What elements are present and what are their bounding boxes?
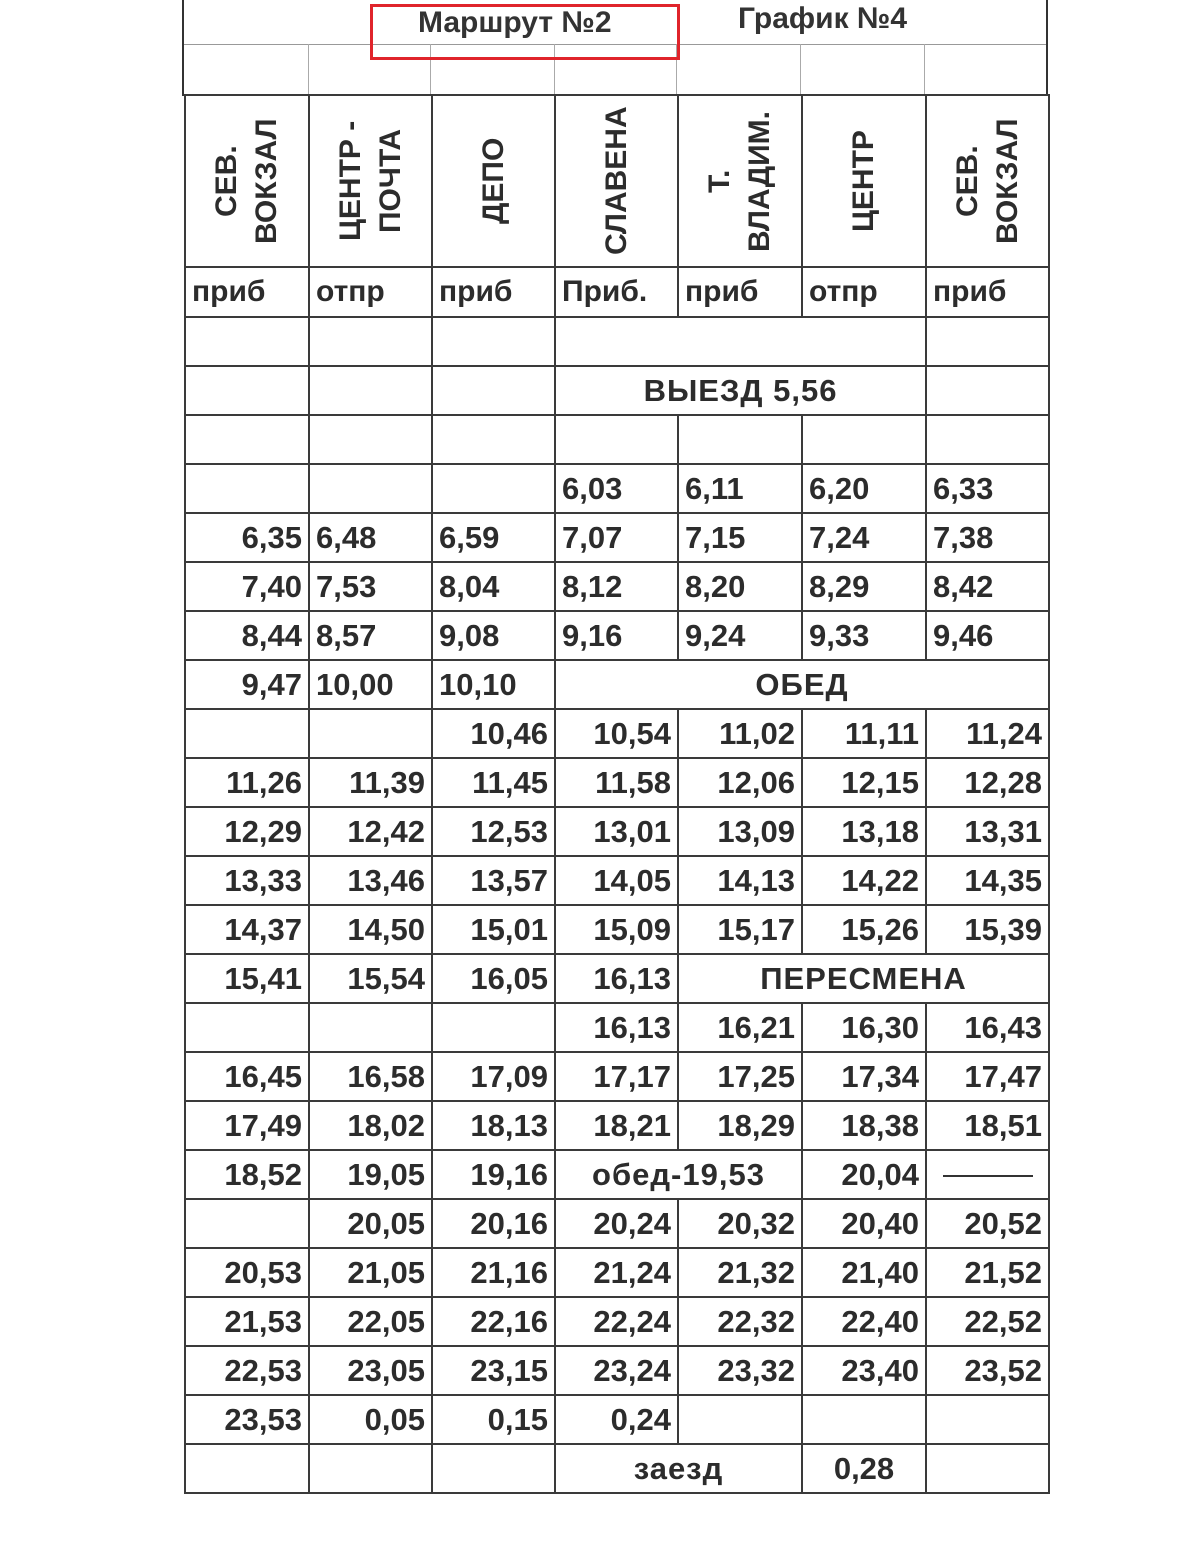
time-cell: 6,35 bbox=[185, 513, 309, 562]
time-cell: 13,31 bbox=[926, 807, 1049, 856]
time-cell: 22,52 bbox=[926, 1297, 1049, 1346]
kind-cell: приб bbox=[678, 267, 802, 317]
kind-cell: приб bbox=[926, 267, 1049, 317]
empty-cell bbox=[926, 1444, 1049, 1493]
time-cell: 6,03 bbox=[555, 464, 678, 513]
time-cell: 14,50 bbox=[309, 905, 432, 954]
time-cell: 7,15 bbox=[678, 513, 802, 562]
time-cell: 15,26 bbox=[802, 905, 926, 954]
empty-cell bbox=[309, 1444, 432, 1493]
kind-cell: отпр bbox=[309, 267, 432, 317]
time-cell: 13,57 bbox=[432, 856, 555, 905]
time-cell: 23,32 bbox=[678, 1346, 802, 1395]
time-cell: 20,32 bbox=[678, 1199, 802, 1248]
time-cell: 7,53 bbox=[309, 562, 432, 611]
time-cell: 8,57 bbox=[309, 611, 432, 660]
time-cell: 11,58 bbox=[555, 758, 678, 807]
table-row bbox=[185, 856, 1049, 905]
empty-cell bbox=[309, 464, 432, 513]
empty-cell bbox=[678, 1395, 802, 1444]
kind-cell: приб bbox=[432, 267, 555, 317]
time-cell: 21,05 bbox=[309, 1248, 432, 1297]
time-cell: 20,04 bbox=[802, 1150, 926, 1199]
empty-cell bbox=[185, 415, 309, 464]
time-cell: 21,53 bbox=[185, 1297, 309, 1346]
time-cell: 21,52 bbox=[926, 1248, 1049, 1297]
table-row bbox=[185, 317, 1049, 366]
time-cell: 6,11 bbox=[678, 464, 802, 513]
time-cell: 23,24 bbox=[555, 1346, 678, 1395]
schedule-title: График №4 bbox=[738, 2, 908, 35]
header-gridline bbox=[924, 44, 925, 96]
table-row bbox=[185, 562, 1049, 611]
return-time: 0,28 bbox=[802, 1444, 926, 1493]
time-cell: 14,05 bbox=[555, 856, 678, 905]
time-cell: 18,21 bbox=[555, 1101, 678, 1150]
time-cell: 12,42 bbox=[309, 807, 432, 856]
time-cell: 20,53 bbox=[185, 1248, 309, 1297]
time-cell: 10,46 bbox=[432, 709, 555, 758]
empty-cell bbox=[309, 415, 432, 464]
return-note: заезд bbox=[555, 1444, 802, 1493]
table-row bbox=[185, 807, 1049, 856]
table-row bbox=[185, 905, 1049, 954]
time-cell: 16,43 bbox=[926, 1003, 1049, 1052]
time-cell: 18,13 bbox=[432, 1101, 555, 1150]
time-cell: 6,33 bbox=[926, 464, 1049, 513]
time-cell: 10,54 bbox=[555, 709, 678, 758]
time-cell: 15,09 bbox=[555, 905, 678, 954]
kind-row bbox=[185, 267, 1049, 317]
time-cell: 6,20 bbox=[802, 464, 926, 513]
time-cell: 8,20 bbox=[678, 562, 802, 611]
time-cell: 13,46 bbox=[309, 856, 432, 905]
time-cell: 13,18 bbox=[802, 807, 926, 856]
table-row bbox=[185, 709, 1049, 758]
time-cell: 21,24 bbox=[555, 1248, 678, 1297]
time-cell: 22,24 bbox=[555, 1297, 678, 1346]
time-cell: 9,08 bbox=[432, 611, 555, 660]
empty-cell bbox=[309, 317, 432, 366]
empty-cell bbox=[432, 464, 555, 513]
empty-cell bbox=[432, 317, 555, 366]
time-cell: 15,54 bbox=[309, 954, 432, 1003]
empty-cell bbox=[678, 415, 802, 464]
table-row bbox=[185, 366, 1049, 415]
time-cell: 22,53 bbox=[185, 1346, 309, 1395]
time-cell: 17,25 bbox=[678, 1052, 802, 1101]
time-cell: 19,16 bbox=[432, 1150, 555, 1199]
route-title: Маршрут №2 bbox=[418, 6, 612, 39]
table-row bbox=[185, 1003, 1049, 1052]
time-cell: 11,39 bbox=[309, 758, 432, 807]
empty-cell bbox=[185, 1444, 309, 1493]
time-cell: 12,53 bbox=[432, 807, 555, 856]
empty-cell bbox=[432, 415, 555, 464]
time-cell: 14,37 bbox=[185, 905, 309, 954]
time-cell: 23,05 bbox=[309, 1346, 432, 1395]
time-cell: 15,39 bbox=[926, 905, 1049, 954]
time-cell: 16,21 bbox=[678, 1003, 802, 1052]
time-cell: 0,15 bbox=[432, 1395, 555, 1444]
time-cell: 10,10 bbox=[432, 660, 555, 709]
time-cell: 16,13 bbox=[555, 1003, 678, 1052]
time-cell: 20,05 bbox=[309, 1199, 432, 1248]
table-row bbox=[185, 611, 1049, 660]
table-row bbox=[185, 1052, 1049, 1101]
empty-cell bbox=[185, 1199, 309, 1248]
time-cell: 20,40 bbox=[802, 1199, 926, 1248]
time-cell: 9,24 bbox=[678, 611, 802, 660]
time-cell: 8,29 bbox=[802, 562, 926, 611]
table-row bbox=[185, 1199, 1049, 1248]
time-cell: 9,33 bbox=[802, 611, 926, 660]
time-cell: 19,05 bbox=[309, 1150, 432, 1199]
empty-cell bbox=[432, 1003, 555, 1052]
stop-header: СЕВ. ВОКЗАЛ bbox=[926, 95, 1049, 267]
time-cell: 14,35 bbox=[926, 856, 1049, 905]
time-cell: 23,52 bbox=[926, 1346, 1049, 1395]
header-gridline bbox=[308, 44, 309, 96]
time-cell: 21,40 bbox=[802, 1248, 926, 1297]
table-row bbox=[185, 1101, 1049, 1150]
empty-cell bbox=[802, 1395, 926, 1444]
time-cell: 17,09 bbox=[432, 1052, 555, 1101]
time-cell: 15,17 bbox=[678, 905, 802, 954]
time-cell: 11,02 bbox=[678, 709, 802, 758]
time-cell: 16,58 bbox=[309, 1052, 432, 1101]
time-cell: 6,59 bbox=[432, 513, 555, 562]
empty-cell bbox=[185, 464, 309, 513]
empty-cell bbox=[432, 1444, 555, 1493]
empty-cell bbox=[309, 366, 432, 415]
time-cell: 18,02 bbox=[309, 1101, 432, 1150]
time-cell: 22,05 bbox=[309, 1297, 432, 1346]
time-cell: 17,34 bbox=[802, 1052, 926, 1101]
time-cell: 7,07 bbox=[555, 513, 678, 562]
time-cell: 10,00 bbox=[309, 660, 432, 709]
time-cell: 9,47 bbox=[185, 660, 309, 709]
time-cell: 17,49 bbox=[185, 1101, 309, 1150]
time-cell: 16,30 bbox=[802, 1003, 926, 1052]
time-cell: 22,16 bbox=[432, 1297, 555, 1346]
empty-cell bbox=[185, 317, 309, 366]
stop-header: ЦЕНТР bbox=[802, 95, 926, 267]
time-cell: 20,24 bbox=[555, 1199, 678, 1248]
time-cell: 12,06 bbox=[678, 758, 802, 807]
stop-header: ДЕПО bbox=[432, 95, 555, 267]
empty-cell bbox=[432, 366, 555, 415]
time-cell: 8,04 bbox=[432, 562, 555, 611]
time-cell: 23,40 bbox=[802, 1346, 926, 1395]
time-cell: 22,40 bbox=[802, 1297, 926, 1346]
time-cell: 18,29 bbox=[678, 1101, 802, 1150]
table-row bbox=[185, 1248, 1049, 1297]
time-cell: 15,41 bbox=[185, 954, 309, 1003]
time-cell: 11,26 bbox=[185, 758, 309, 807]
table-row bbox=[185, 1297, 1049, 1346]
kind-cell: Приб. bbox=[555, 267, 678, 317]
time-cell: 23,53 bbox=[185, 1395, 309, 1444]
time-cell: 0,05 bbox=[309, 1395, 432, 1444]
empty-cell bbox=[555, 317, 926, 366]
time-cell: 7,40 bbox=[185, 562, 309, 611]
time-cell: 8,42 bbox=[926, 562, 1049, 611]
table-row bbox=[185, 1444, 1049, 1493]
lunch-break-note: обед-19,53 bbox=[555, 1150, 802, 1199]
empty-cell bbox=[309, 709, 432, 758]
time-cell: 9,16 bbox=[555, 611, 678, 660]
time-cell: 18,38 bbox=[802, 1101, 926, 1150]
time-cell: 13,01 bbox=[555, 807, 678, 856]
time-cell: 11,24 bbox=[926, 709, 1049, 758]
time-cell: 18,51 bbox=[926, 1101, 1049, 1150]
empty-cell bbox=[555, 415, 678, 464]
time-cell: 18,52 bbox=[185, 1150, 309, 1199]
time-cell: 13,33 bbox=[185, 856, 309, 905]
time-cell: 8,44 bbox=[185, 611, 309, 660]
shift-change-note: ПЕРЕСМЕНА bbox=[678, 954, 1049, 1003]
time-cell: 8,12 bbox=[555, 562, 678, 611]
empty-cell bbox=[802, 415, 926, 464]
time-cell: 11,45 bbox=[432, 758, 555, 807]
time-cell: 12,29 bbox=[185, 807, 309, 856]
dash-cell bbox=[926, 1150, 1049, 1199]
departure-note: ВЫЕЗД 5,56 bbox=[555, 366, 926, 415]
time-cell: 11,11 bbox=[802, 709, 926, 758]
time-cell: 15,01 bbox=[432, 905, 555, 954]
stop-header-row bbox=[185, 95, 1049, 267]
stop-header: Т. ВЛАДИМ. bbox=[678, 95, 802, 267]
lunch-note: ОБЕД bbox=[555, 660, 1049, 709]
table-row bbox=[185, 758, 1049, 807]
table-row bbox=[185, 1395, 1049, 1444]
kind-cell: приб bbox=[185, 267, 309, 317]
table-row bbox=[185, 464, 1049, 513]
header-gridline bbox=[800, 44, 801, 96]
empty-cell bbox=[926, 317, 1049, 366]
time-cell: 23,15 bbox=[432, 1346, 555, 1395]
time-cell: 20,52 bbox=[926, 1199, 1049, 1248]
time-cell: 13,09 bbox=[678, 807, 802, 856]
empty-cell bbox=[926, 415, 1049, 464]
empty-cell bbox=[185, 366, 309, 415]
empty-cell bbox=[309, 1003, 432, 1052]
time-cell: 21,16 bbox=[432, 1248, 555, 1297]
time-cell: 12,15 bbox=[802, 758, 926, 807]
time-cell: 16,45 bbox=[185, 1052, 309, 1101]
time-cell: 17,17 bbox=[555, 1052, 678, 1101]
empty-cell bbox=[926, 1395, 1049, 1444]
time-cell: 0,24 bbox=[555, 1395, 678, 1444]
dash-mark bbox=[943, 1175, 1033, 1177]
empty-cell bbox=[926, 366, 1049, 415]
time-cell: 12,28 bbox=[926, 758, 1049, 807]
time-cell: 17,47 bbox=[926, 1052, 1049, 1101]
stop-header: СЛАВЕНА bbox=[555, 95, 678, 267]
table-row bbox=[185, 415, 1049, 464]
table-row bbox=[185, 660, 1049, 709]
table-row bbox=[185, 954, 1049, 1003]
time-cell: 16,13 bbox=[555, 954, 678, 1003]
time-cell: 14,13 bbox=[678, 856, 802, 905]
time-cell: 21,32 bbox=[678, 1248, 802, 1297]
time-cell: 9,46 bbox=[926, 611, 1049, 660]
time-cell: 22,32 bbox=[678, 1297, 802, 1346]
time-cell: 20,16 bbox=[432, 1199, 555, 1248]
stop-header: СЕВ. ВОКЗАЛ bbox=[185, 95, 309, 267]
time-cell: 16,05 bbox=[432, 954, 555, 1003]
time-cell: 14,22 bbox=[802, 856, 926, 905]
table-row bbox=[185, 1150, 1049, 1199]
time-cell: 7,38 bbox=[926, 513, 1049, 562]
time-cell: 7,24 bbox=[802, 513, 926, 562]
empty-cell bbox=[185, 709, 309, 758]
kind-cell: отпр bbox=[802, 267, 926, 317]
timetable bbox=[184, 94, 1050, 1494]
stop-header: ЦЕНТР - ПОЧТА bbox=[309, 95, 432, 267]
table-row bbox=[185, 1346, 1049, 1395]
time-cell: 6,48 bbox=[309, 513, 432, 562]
empty-cell bbox=[185, 1003, 309, 1052]
table-row bbox=[185, 513, 1049, 562]
